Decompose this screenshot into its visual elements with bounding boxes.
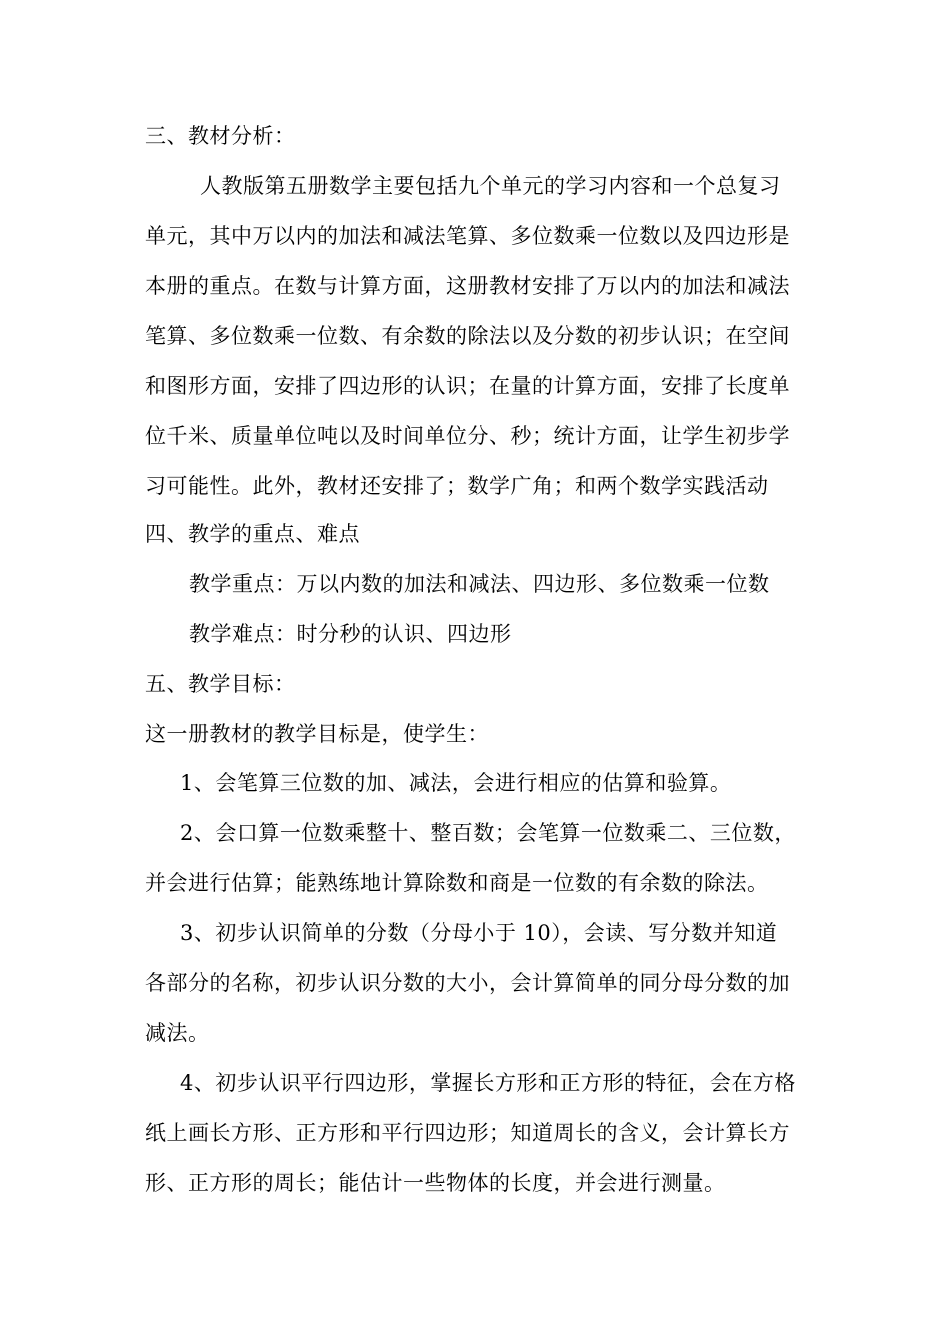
section4-heading: 四、教学的重点、难点	[145, 522, 360, 546]
goal-4-line: 4、初步认识平行四边形，掌握长方形和正方形的特征，会在方格	[180, 1071, 796, 1095]
goal-3-line: 减法。	[145, 1021, 210, 1045]
goal-1: 1、会笔算三位数的加、减法，会进行相应的估算和验算。	[180, 771, 732, 795]
section3-paragraph-line: 本册的重点。在数与计算方面，这册教材安排了万以内的加法和减法	[145, 274, 790, 298]
key-points: 教学重点：万以内数的加法和减法、四边形、多位数乘一位数	[189, 572, 770, 596]
goal-2-line: 2、会口算一位数乘整十、整百数；会笔算一位数乘二、三位数，	[180, 821, 796, 845]
section3-paragraph-line: 笔算、多位数乘一位数、有余数的除法以及分数的初步认识；在空间	[145, 324, 790, 348]
section3-paragraph-line: 人教版第五册数学主要包括九个单元的学习内容和一个总复习	[200, 174, 781, 198]
goal-3-line: 各部分的名称，初步认识分数的大小，会计算简单的同分母分数的加	[145, 971, 790, 995]
goal-4-line: 纸上画长方形、正方形和平行四边形；知道周长的含义，会计算长方	[145, 1121, 790, 1145]
section3-paragraph-line: 和图形方面，安排了四边形的认识；在量的计算方面，安排了长度单	[145, 374, 790, 398]
section5-heading: 五、教学目标：	[145, 672, 296, 696]
section5-intro: 这一册教材的教学目标是，使学生：	[145, 722, 489, 746]
goal-4-line: 形、正方形的周长；能估计一些物体的长度，并会进行测量。	[145, 1171, 726, 1195]
section3-heading: 三、教材分析：	[145, 124, 296, 148]
goal-2-line: 并会进行估算；能熟练地计算除数和商是一位数的有余数的除法。	[145, 871, 769, 895]
difficult-points: 教学难点：时分秒的认识、四边形	[189, 622, 512, 646]
section3-paragraph-line: 位千米、质量单位吨以及时间单位分、秒；统计方面，让学生初步学	[145, 424, 790, 448]
section3-paragraph-line: 习可能性。此外，教材还安排了；数学广角；和两个数学实践活动	[145, 474, 769, 498]
section3-paragraph-line: 单元，其中万以内的加法和减法笔算、多位数乘一位数以及四边形是	[145, 224, 790, 248]
goal-3-line: 3、初步认识简单的分数（分母小于 10），会读、写分数并知道	[180, 921, 778, 945]
